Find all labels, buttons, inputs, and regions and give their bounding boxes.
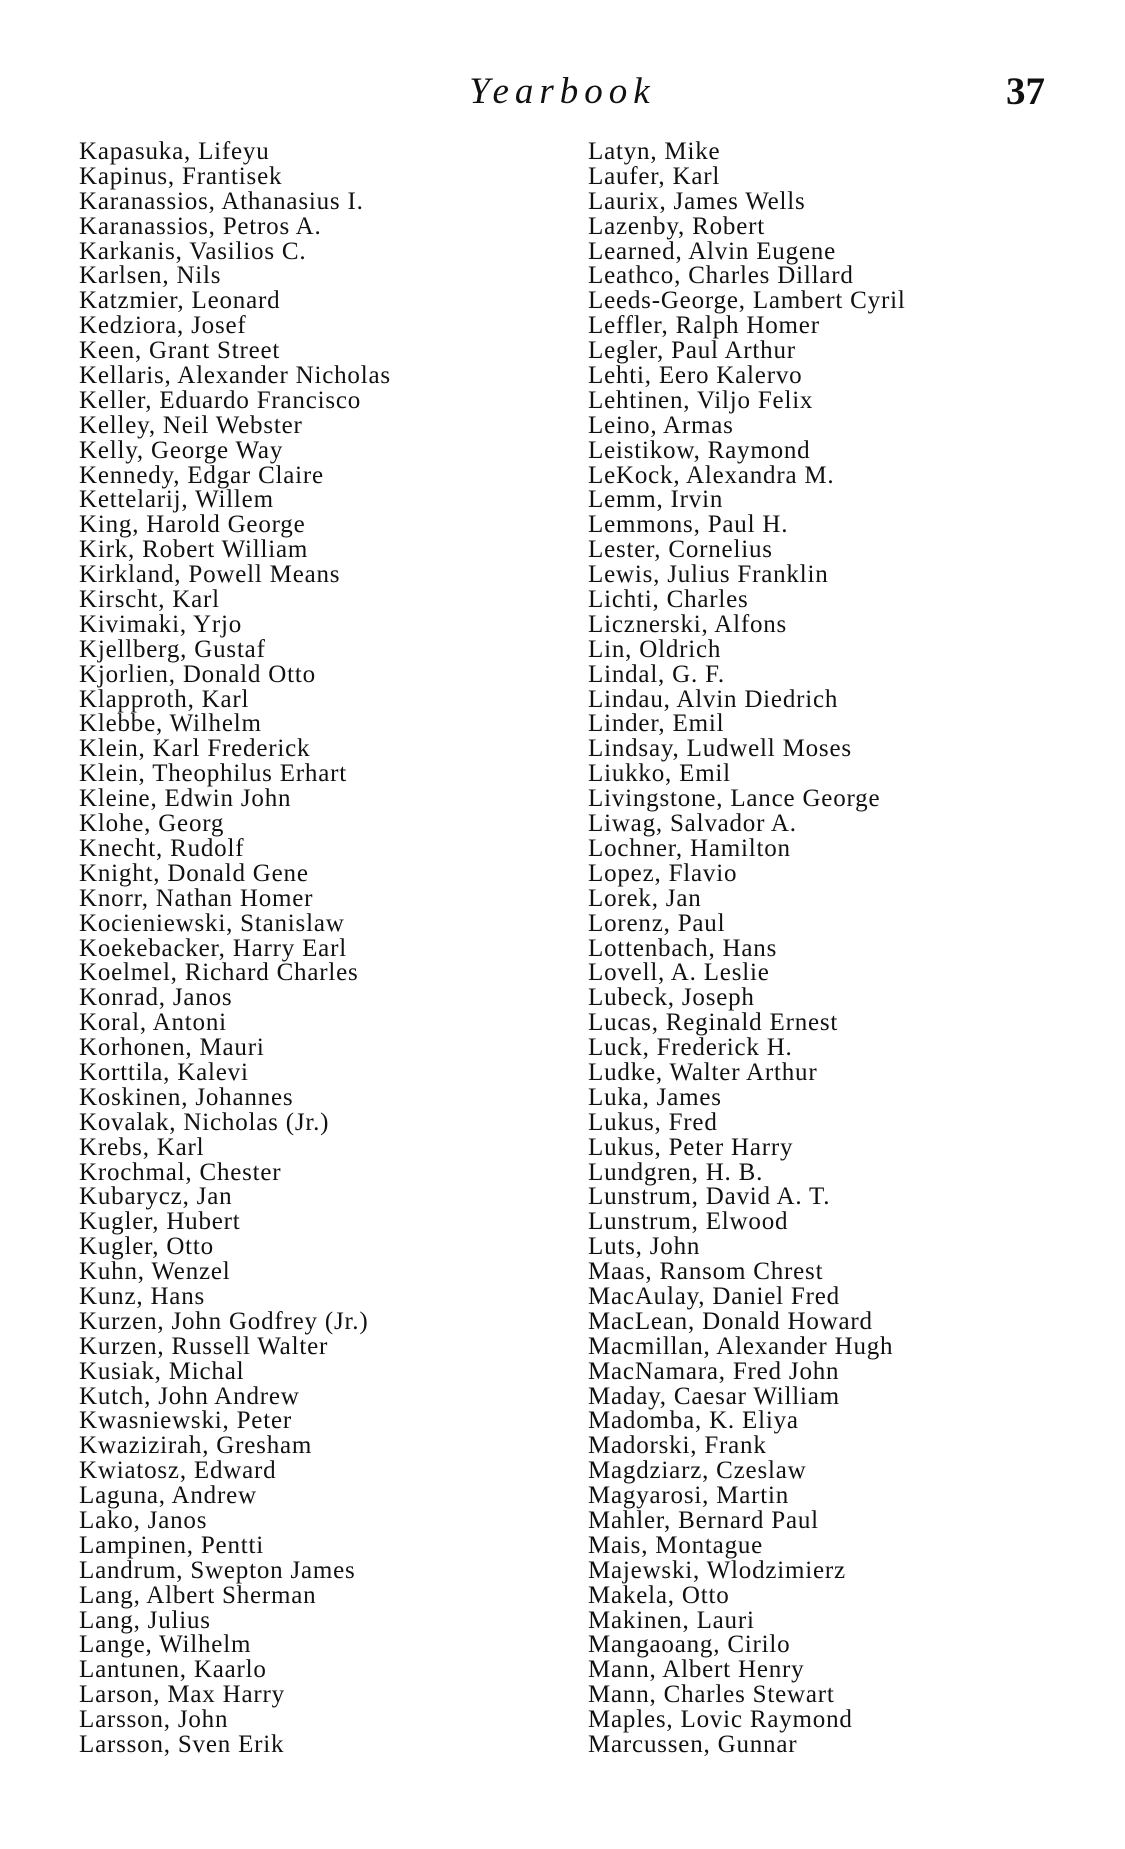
name-entry: MacNamara, Fred John — [588, 1357, 840, 1385]
name-entry: Klein, Theophilus Erhart — [79, 760, 347, 788]
name-entry: Kurzen, John Godfrey (Jr.) — [79, 1307, 369, 1335]
name-entry: MacLean, Donald Howard — [588, 1307, 873, 1335]
name-entry: Kjellberg, Gustaf — [79, 635, 266, 663]
name-entry: Lewis, Julius Franklin — [588, 561, 829, 589]
name-entry: Makinen, Lauri — [588, 1606, 755, 1634]
name-entry: Kugler, Otto — [79, 1233, 214, 1261]
name-entry: Lindsay, Ludwell Moses — [588, 735, 852, 763]
name-entry: Kjorlien, Donald Otto — [79, 660, 316, 688]
name-entry: Lopez, Flavio — [588, 859, 738, 887]
name-entry: Legler, Paul Arthur — [588, 337, 796, 365]
name-entry: Kurzen, Russell Walter — [79, 1332, 329, 1360]
name-entry: Kutch, John Andrew — [79, 1382, 300, 1410]
name-entry: Lunstrum, David A. T. — [588, 1183, 831, 1211]
name-entry: Lorek, Jan — [588, 884, 702, 912]
name-entry: Kuhn, Wenzel — [79, 1258, 231, 1286]
name-entry: Laurix, James Wells — [588, 187, 806, 215]
name-entry: Mangaoang, Cirilo — [588, 1631, 791, 1659]
name-entry: Magdziarz, Czeslaw — [588, 1457, 807, 1485]
name-entry: Liwag, Salvador A. — [588, 810, 797, 838]
name-entry: Karanassios, Athanasius I. — [79, 187, 364, 215]
name-entry: Mahler, Bernard Paul — [588, 1506, 819, 1534]
name-entry: Lange, Wilhelm — [79, 1631, 252, 1659]
name-entry: Lemm, Irvin — [588, 486, 724, 514]
name-entry: Mann, Albert Henry — [588, 1656, 805, 1684]
name-entry: Klebbe, Wilhelm — [79, 710, 262, 738]
name-entry: Kleine, Edwin John — [79, 785, 292, 813]
name-entry: Learned, Alvin Eugene — [588, 237, 836, 265]
name-entry: Kwazizirah, Gresham — [79, 1432, 313, 1460]
name-entry: Mann, Charles Stewart — [588, 1681, 835, 1709]
name-entry: Livingstone, Lance George — [588, 785, 881, 813]
name-entry: Lukus, Fred — [588, 1108, 718, 1136]
name-entry: Konrad, Janos — [79, 984, 233, 1012]
name-entry: Korhonen, Mauri — [79, 1034, 265, 1062]
name-entry: Latyn, Mike — [588, 138, 721, 165]
name-entry: Luts, John — [588, 1233, 701, 1261]
name-entry: Keen, Grant Street — [79, 337, 281, 365]
name-entry: Kapasuka, Lifeyu — [79, 138, 270, 165]
name-entry: Knecht, Rudolf — [79, 834, 245, 862]
name-entry: Laguna, Andrew — [79, 1482, 257, 1510]
name-entry: Maday, Caesar William — [588, 1382, 840, 1410]
name-entry: Koral, Antoni — [79, 1009, 227, 1037]
name-entry: Lantunen, Kaarlo — [79, 1656, 267, 1684]
name-entry: Luck, Frederick H. — [588, 1034, 793, 1062]
name-entry: Laufer, Karl — [588, 162, 721, 190]
name-entry: Kunz, Hans — [79, 1282, 206, 1310]
name-entry: MacAulay, Daniel Fred — [588, 1282, 840, 1310]
name-entry: Kusiak, Michal — [79, 1357, 245, 1385]
name-entry: Landrum, Swepton James — [79, 1556, 356, 1584]
name-entry: Lindal, G. F. — [588, 660, 725, 688]
name-entry: Maples, Lovic Raymond — [588, 1706, 853, 1734]
name-entry: Lang, Julius — [79, 1606, 211, 1634]
name-entry: Lin, Oldrich — [588, 635, 722, 663]
name-entry: Lehti, Eero Kalervo — [588, 362, 803, 390]
name-entry: Kivimaki, Yrjo — [79, 610, 243, 638]
name-entry: Macmillan, Alexander Hugh — [588, 1332, 894, 1360]
name-entry: Lundgren, H. B. — [588, 1158, 764, 1186]
name-entry: Kirscht, Karl — [79, 586, 220, 614]
name-entry: Kirkland, Powell Means — [79, 561, 341, 589]
name-entry: Kellaris, Alexander Nicholas — [79, 362, 391, 390]
name-entry: Kugler, Hubert — [79, 1208, 241, 1236]
name-entry: Magyarosi, Martin — [588, 1482, 790, 1510]
name-entry: Kirk, Robert William — [79, 536, 309, 564]
name-entry: Lichti, Charles — [588, 586, 749, 614]
name-entry: Leeds-George, Lambert Cyril — [588, 287, 906, 315]
left-name-column — [79, 140, 579, 1758]
name-entry: Lazenby, Robert — [588, 212, 765, 240]
name-entry: Lako, Janos — [79, 1506, 208, 1534]
name-entry: Marcussen, Gunnar — [588, 1731, 798, 1758]
name-entry: Kettelarij, Willem — [79, 486, 274, 514]
name-entry: Krebs, Karl — [79, 1133, 205, 1161]
name-entry: Kwiatosz, Edward — [79, 1457, 277, 1485]
name-entry: Karanassios, Petros A. — [79, 212, 322, 240]
name-entry: Licznerski, Alfons — [588, 610, 788, 638]
name-entry: Lukus, Peter Harry — [588, 1133, 794, 1161]
name-entry: Majewski, Wlodzimierz — [588, 1556, 846, 1584]
name-entry: Klohe, Georg — [79, 810, 225, 838]
page-number: 37 — [1006, 70, 1045, 113]
name-entry: Koskinen, Johannes — [79, 1083, 294, 1111]
name-entry: Luka, James — [588, 1083, 722, 1111]
name-entry: Kocieniewski, Stanislaw — [79, 909, 345, 937]
name-entry: Lochner, Hamilton — [588, 834, 791, 862]
name-entry: Liukko, Emil — [588, 760, 731, 788]
name-entry: Lemmons, Paul H. — [588, 511, 789, 539]
name-entry: Lester, Cornelius — [588, 536, 773, 564]
name-entry: LeKock, Alexandra M. — [588, 461, 835, 489]
name-entry: Lang, Albert Sherman — [79, 1581, 317, 1609]
name-entry: Karlsen, Nils — [79, 262, 222, 290]
name-entry: Maas, Ransom Chrest — [588, 1258, 824, 1286]
name-entry: Lampinen, Pentti — [79, 1531, 264, 1559]
name-entry: Karkanis, Vasilios C. — [79, 237, 307, 265]
name-entry: Linder, Emil — [588, 710, 725, 738]
name-entry: Kennedy, Edgar Claire — [79, 461, 324, 489]
name-entry: Krochmal, Chester — [79, 1158, 282, 1186]
name-entry: Klein, Karl Frederick — [79, 735, 311, 763]
name-entry: Lucas, Reginald Ernest — [588, 1009, 839, 1037]
name-entry: Lovell, A. Leslie — [588, 959, 770, 987]
name-entry: Koelmel, Richard Charles — [79, 959, 359, 987]
name-entry: Korttila, Kalevi — [79, 1058, 249, 1086]
name-entry: Ludke, Walter Arthur — [588, 1058, 818, 1086]
name-entry: Larsson, Sven Erik — [79, 1731, 285, 1758]
name-entry: Leino, Armas — [588, 411, 734, 439]
name-entry: Lubeck, Joseph — [588, 984, 755, 1012]
running-title: Yearbook — [469, 71, 656, 112]
name-entry: King, Harold George — [79, 511, 306, 539]
name-entry: Larson, Max Harry — [79, 1681, 285, 1709]
name-entry: Koekebacker, Harry Earl — [79, 934, 347, 962]
name-entry: Lindau, Alvin Diedrich — [588, 685, 839, 713]
name-entry: Knorr, Nathan Homer — [79, 884, 314, 912]
name-entry: Kwasniewski, Peter — [79, 1407, 292, 1435]
name-entry: Klapproth, Karl — [79, 685, 250, 713]
page-header — [0, 62, 1125, 122]
name-entry: Katzmier, Leonard — [79, 287, 281, 315]
name-entry: Keller, Eduardo Francisco — [79, 386, 362, 414]
name-entry: Leffler, Ralph Homer — [588, 312, 820, 340]
name-entry: Leathco, Charles Dillard — [588, 262, 854, 290]
name-entry: Kapinus, Frantisek — [79, 162, 283, 190]
name-entry: Lottenbach, Hans — [588, 934, 778, 962]
name-entry: Lorenz, Paul — [588, 909, 726, 937]
name-entry: Kedziora, Josef — [79, 312, 247, 340]
name-entry: Kelly, George Way — [79, 436, 284, 464]
name-entry: Madorski, Frank — [588, 1432, 767, 1460]
name-entry: Mais, Montague — [588, 1531, 764, 1559]
name-entry: Lehtinen, Viljo Felix — [588, 386, 814, 414]
name-entry: Larsson, John — [79, 1706, 229, 1734]
name-entry: Kovalak, Nicholas (Jr.) — [79, 1108, 330, 1136]
name-entry: Knight, Donald Gene — [79, 859, 309, 887]
name-entry: Kubarycz, Jan — [79, 1183, 233, 1211]
right-name-column — [588, 140, 1108, 1758]
name-entry: Leistikow, Raymond — [588, 436, 811, 464]
name-entry: Madomba, K. Eliya — [588, 1407, 799, 1435]
name-entry: Makela, Otto — [588, 1581, 730, 1609]
name-entry: Kelley, Neil Webster — [79, 411, 303, 439]
name-entry: Lunstrum, Elwood — [588, 1208, 789, 1236]
